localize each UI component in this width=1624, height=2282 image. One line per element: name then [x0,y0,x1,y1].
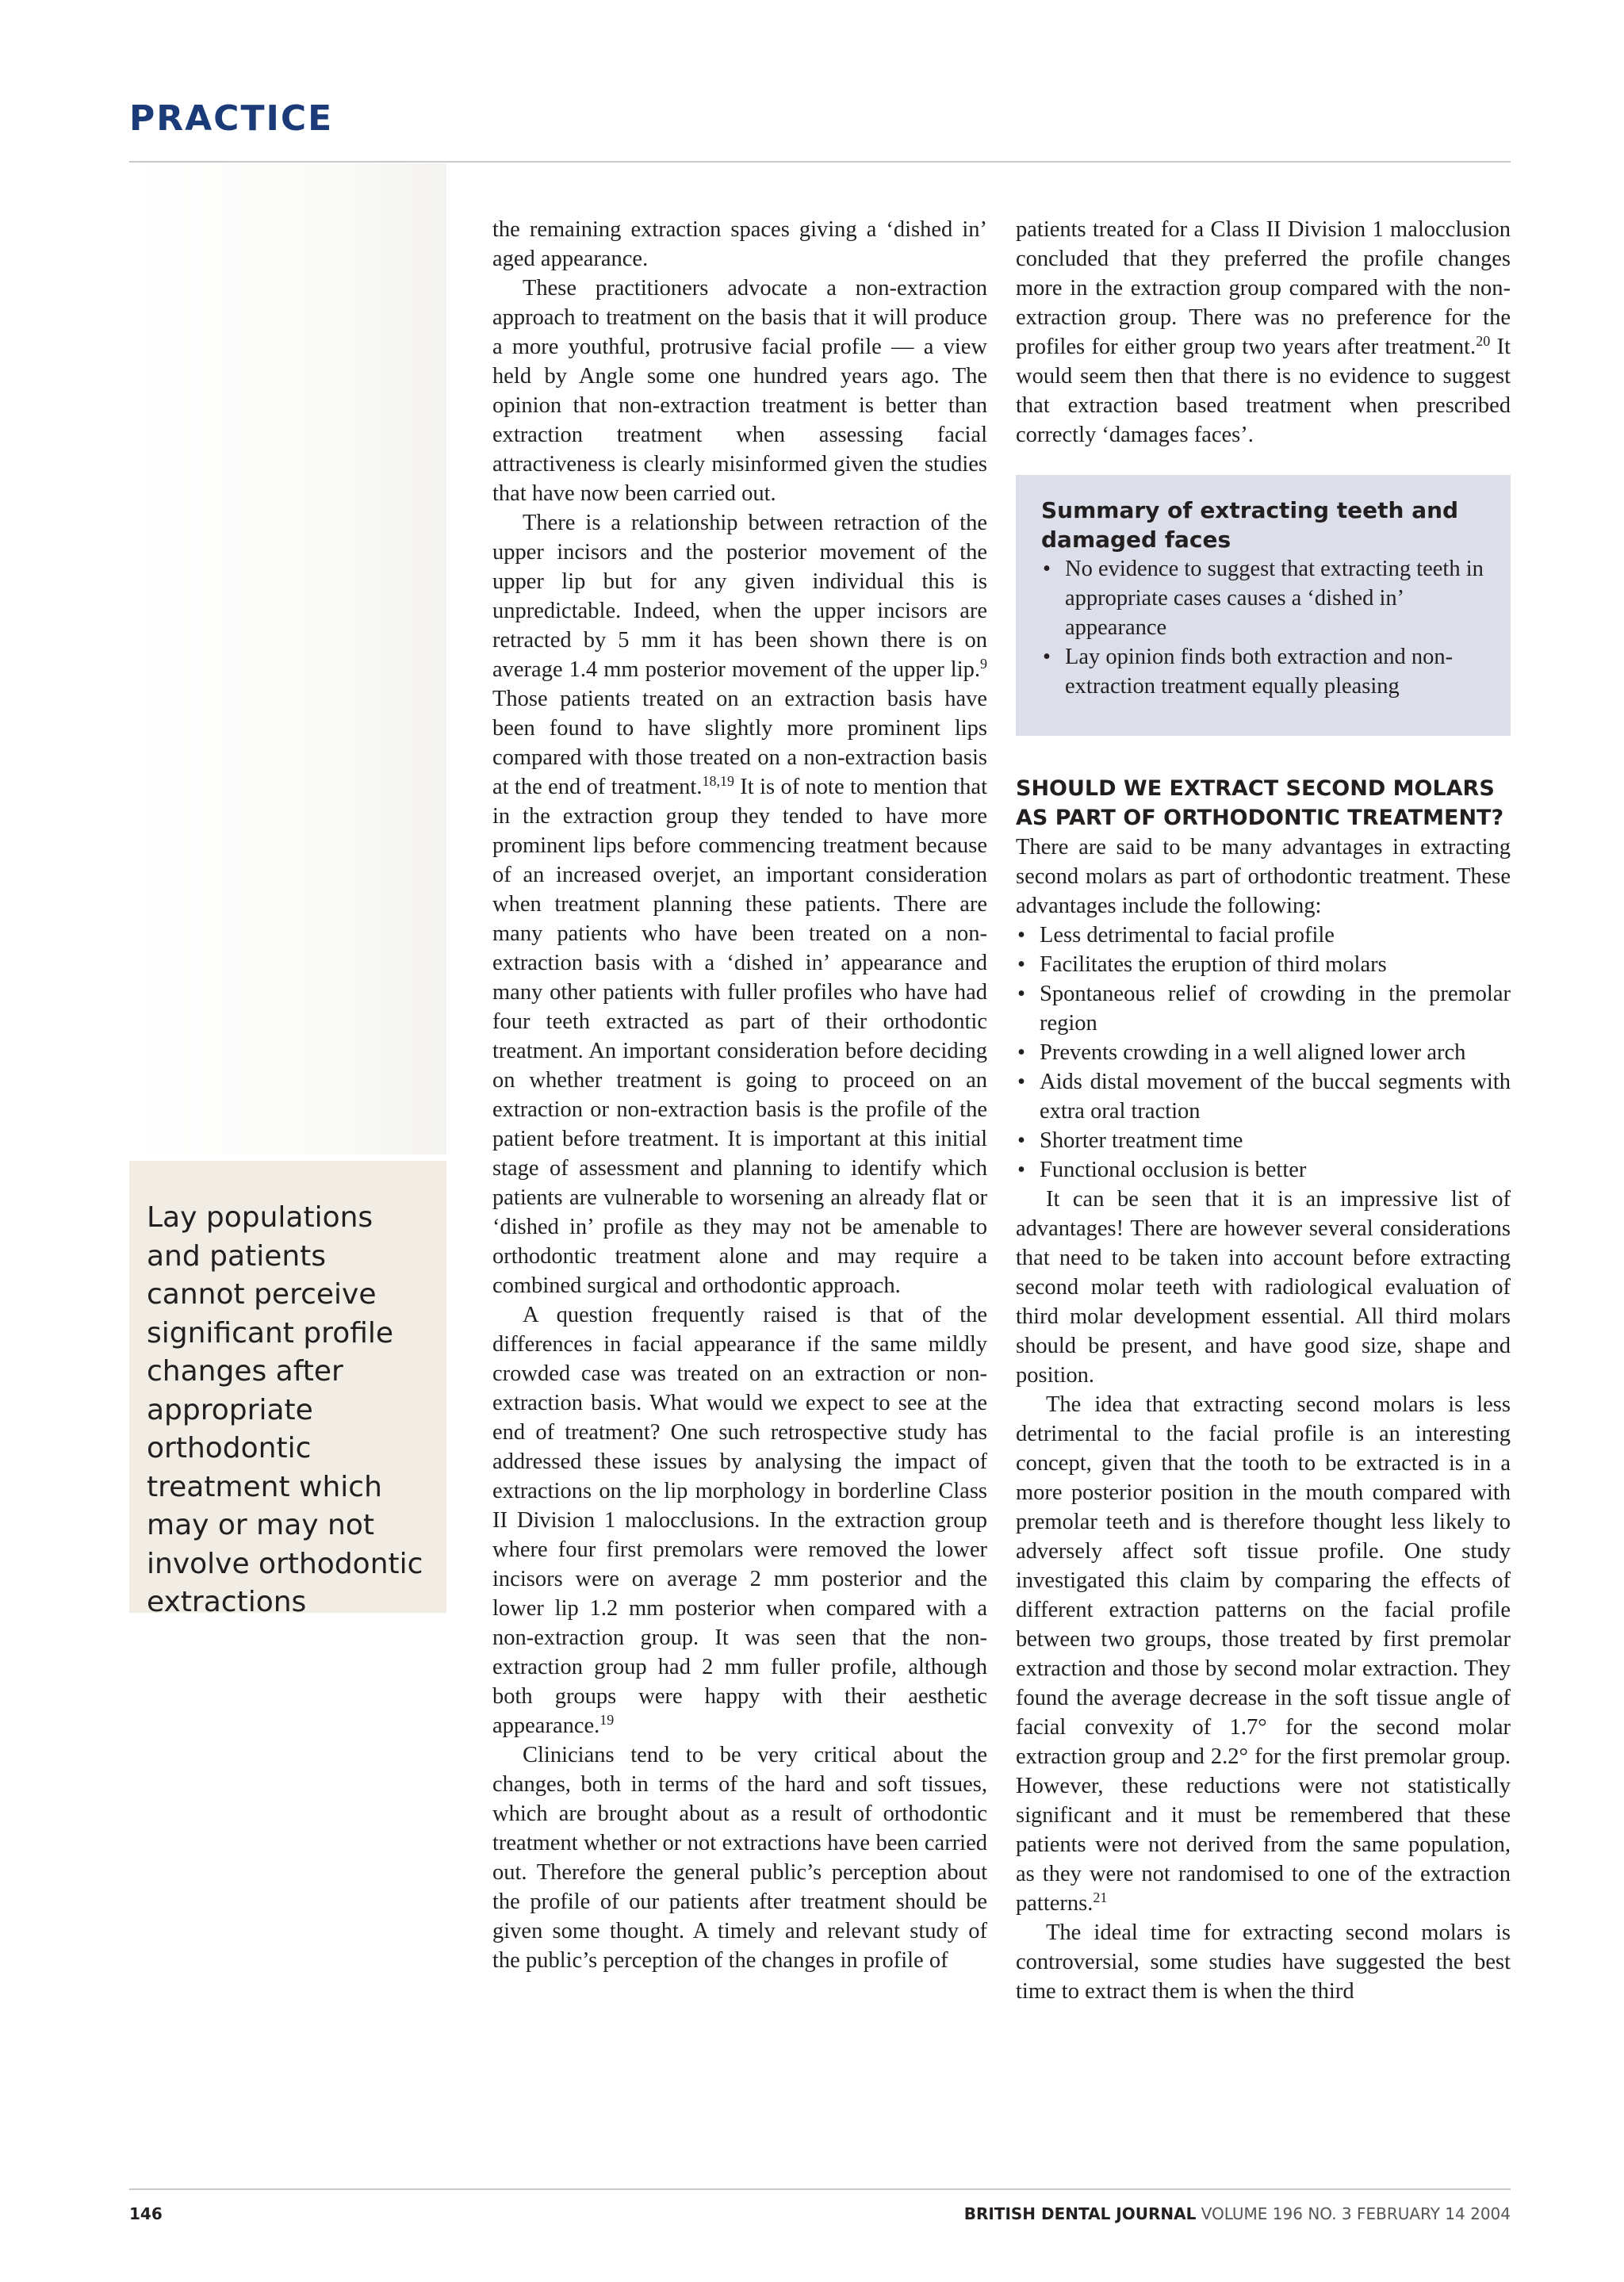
citation-ref: 20 [1476,333,1491,349]
citation-ref: 19 [599,1712,615,1728]
paragraph: There is a relationship between retraction of the upper incisors and the posterior movement of the upper lip but for any given individual this is unpredictable. Indeed, when the upper incisors are retracted by 5 mm it has been shown there is on average 1.4 mm posterior movement of the upper lip.$^9$ Those patients treated on an extraction basis have been found to have slightly more prominent lips compared with those treated on a non-extraction basis at the end of treatment.$^{18,19}$ It is of note to mention that in the extraction group they tended to have more prominent lips before commencing treatment because of an increased overjet, an important consideration when treatment planning these patients. There are many patients who have been treated on a non-extraction basis with a ‘dished in’ appearance and many other patients with fuller profiles who have had four teeth extracted as part of their orthodontic treatment. An important consideration before deciding on whether treatment is going to proceed on an extraction or non-extraction basis is the profile of the patient before treatment. It is important at this initial stage of assessment and planning to identify which patients are vulnerable to worsening an already flat or ‘dished in’ profile as they may not be amenable to orthodontic treatment alone and may require a combined surgical and orthodontic approach. [492,511,987,1298]
paragraph: The idea that extracting second molars is less detrimental to the facial profile is an interesting concept, given that the tooth to be extracted is in a more posterior position in the mouth compared with premolar teeth and is therefore thought less likely to adversely affect soft tissue profile. One study investigated this claim by comparing the effects of different extraction patterns on the facial profile between two groups, those treated by first premolar extraction and those by second molar extraction. They found the average decrease in the soft tissue angle of facial convexity of 1.7° for the second molar extraction group and 2.2° for the first premolar group. However, these reductions were not statistically significant and it must be remembered that these patients were not derived from the same population, as they were not randomised to one of the extraction patterns.$^{21}$ [1016,1392,1511,1916]
list-item: • Aids distal movement of the buccal segments with extra oral traction [1016,1067,1511,1126]
journal-footer [964,2204,1511,2223]
page-number: 146 [129,2204,163,2223]
list-item: • Spontaneous relief of crowding in the premolar region [1016,979,1511,1038]
list-item: • No evidence to suggest that extracting teeth in appropriate cases causes a ‘dished in’ appearance [1041,554,1492,642]
summary-list [1041,554,1492,701]
journal-issue: VOLUME 196 NO. 3 FEBRUARY 14 2004 [1201,2204,1511,2223]
body-column-1 [492,215,987,1975]
paragraph: patients treated for a Class II Division 1 malocclusion concluded that they preferred the profile changes more in the extraction group compared with the non-extraction group. There was no preference for the profiles for either group two years after treatment.$^{20}$ It would seem then that there is no evidence to suggest that extraction based treatment when prescribed correctly ‘damages faces’. [1016,217,1511,447]
paragraph: Clinicians tend to be very critical about the changes, both in terms of the hard and soft tissues, which are brought about as a result of orthodontic treatment whether or not extractions have been carried out. Therefore the general public’s perception about the profile of our patients after treatment should be given some thought. A timely and relevant study of the public’s perception of the changes in profile of [492,1743,987,1973]
pull-quote: Lay populations and patients cannot perceive significant profile changes after appropriate orthodontic treatment which may or may not involve orthodontic extractions [129,1161,446,1613]
body-column-2 [1016,215,1511,2006]
citation-ref: 18,19 [702,773,734,789]
paragraph: The ideal time for extracting second molars is controversial, some studies have suggested the best time to extract them is when the third [1016,1920,1511,2004]
summary-box-title: Summary of extracting teeth and damaged faces [1041,497,1459,553]
list-item: • Functional occlusion is better [1016,1155,1511,1185]
paragraph: These practitioners advocate a non-extraction approach to treatment on the basis that it will produce a more youthful, protrusive facial profile — a view held by Angle some one hundred years ago. The opinion that non-extraction treatment is better than extraction treatment when assessing facial attractiveness is clearly misinformed given the studies that have now been carried out. [492,276,987,506]
advantages-list [1016,921,1511,1185]
paragraph: the remaining extraction spaces giving a ‘dished in’ aged appearance. [492,217,987,271]
list-item: • Less detrimental to facial profile [1016,921,1511,950]
paragraph: A question frequently raised is that of the differences in facial appearance if the same mildly crowded case was treated on an extraction or non-extraction basis. What would we expect to see at the end of treatment? One such retrospective study has addressed these issues by analysing the impact of extractions on the lip morphology in borderline Class II Division 1 malocclusions. In the extraction group where four first premolars were removed the lower incisors were on average 2 mm posterior and the lower lip 1.2 mm posterior when compared with a non-extraction group. It was seen that the non-extraction group had 2 mm fuller profile, although both groups were happy with their aesthetic appearance.$^{19}$ [492,1303,987,1738]
citation-ref: 9 [980,656,987,672]
list-item: • Prevents crowding in a well aligned lower arch [1016,1038,1511,1067]
list-item: • Lay opinion finds both extraction and non-extraction treatment equally pleasing [1041,642,1492,701]
header-rule [129,161,1511,163]
section-heading: SHOULD WE EXTRACT SECOND MOLARS AS PART OF ORTHODONTIC TREATMENT? [1016,776,1504,830]
list-item: • Shorter treatment time [1016,1126,1511,1155]
footer-rule [129,2188,1511,2190]
paragraph: There are said to be many advantages in extracting second molars as part of orthodontic treatment. These advantages include the following: [1016,835,1511,918]
journal-name: BRITISH DENTAL JOURNAL [963,2204,1197,2223]
citation-ref: 21 [1093,1890,1108,1905]
summary-box [1016,475,1511,736]
section-label: PRACTICE [129,98,334,139]
margin-shade [129,163,446,1154]
list-item: • Facilitates the eruption of third molars [1016,950,1511,979]
paragraph: It can be seen that it is an impressive list of advantages! There are however several considerations that need to be taken into account before extracting second molar teeth with radiological evaluation of third molar development essential. All third molars should be present, and have good size, shape and position. [1016,1187,1511,1388]
